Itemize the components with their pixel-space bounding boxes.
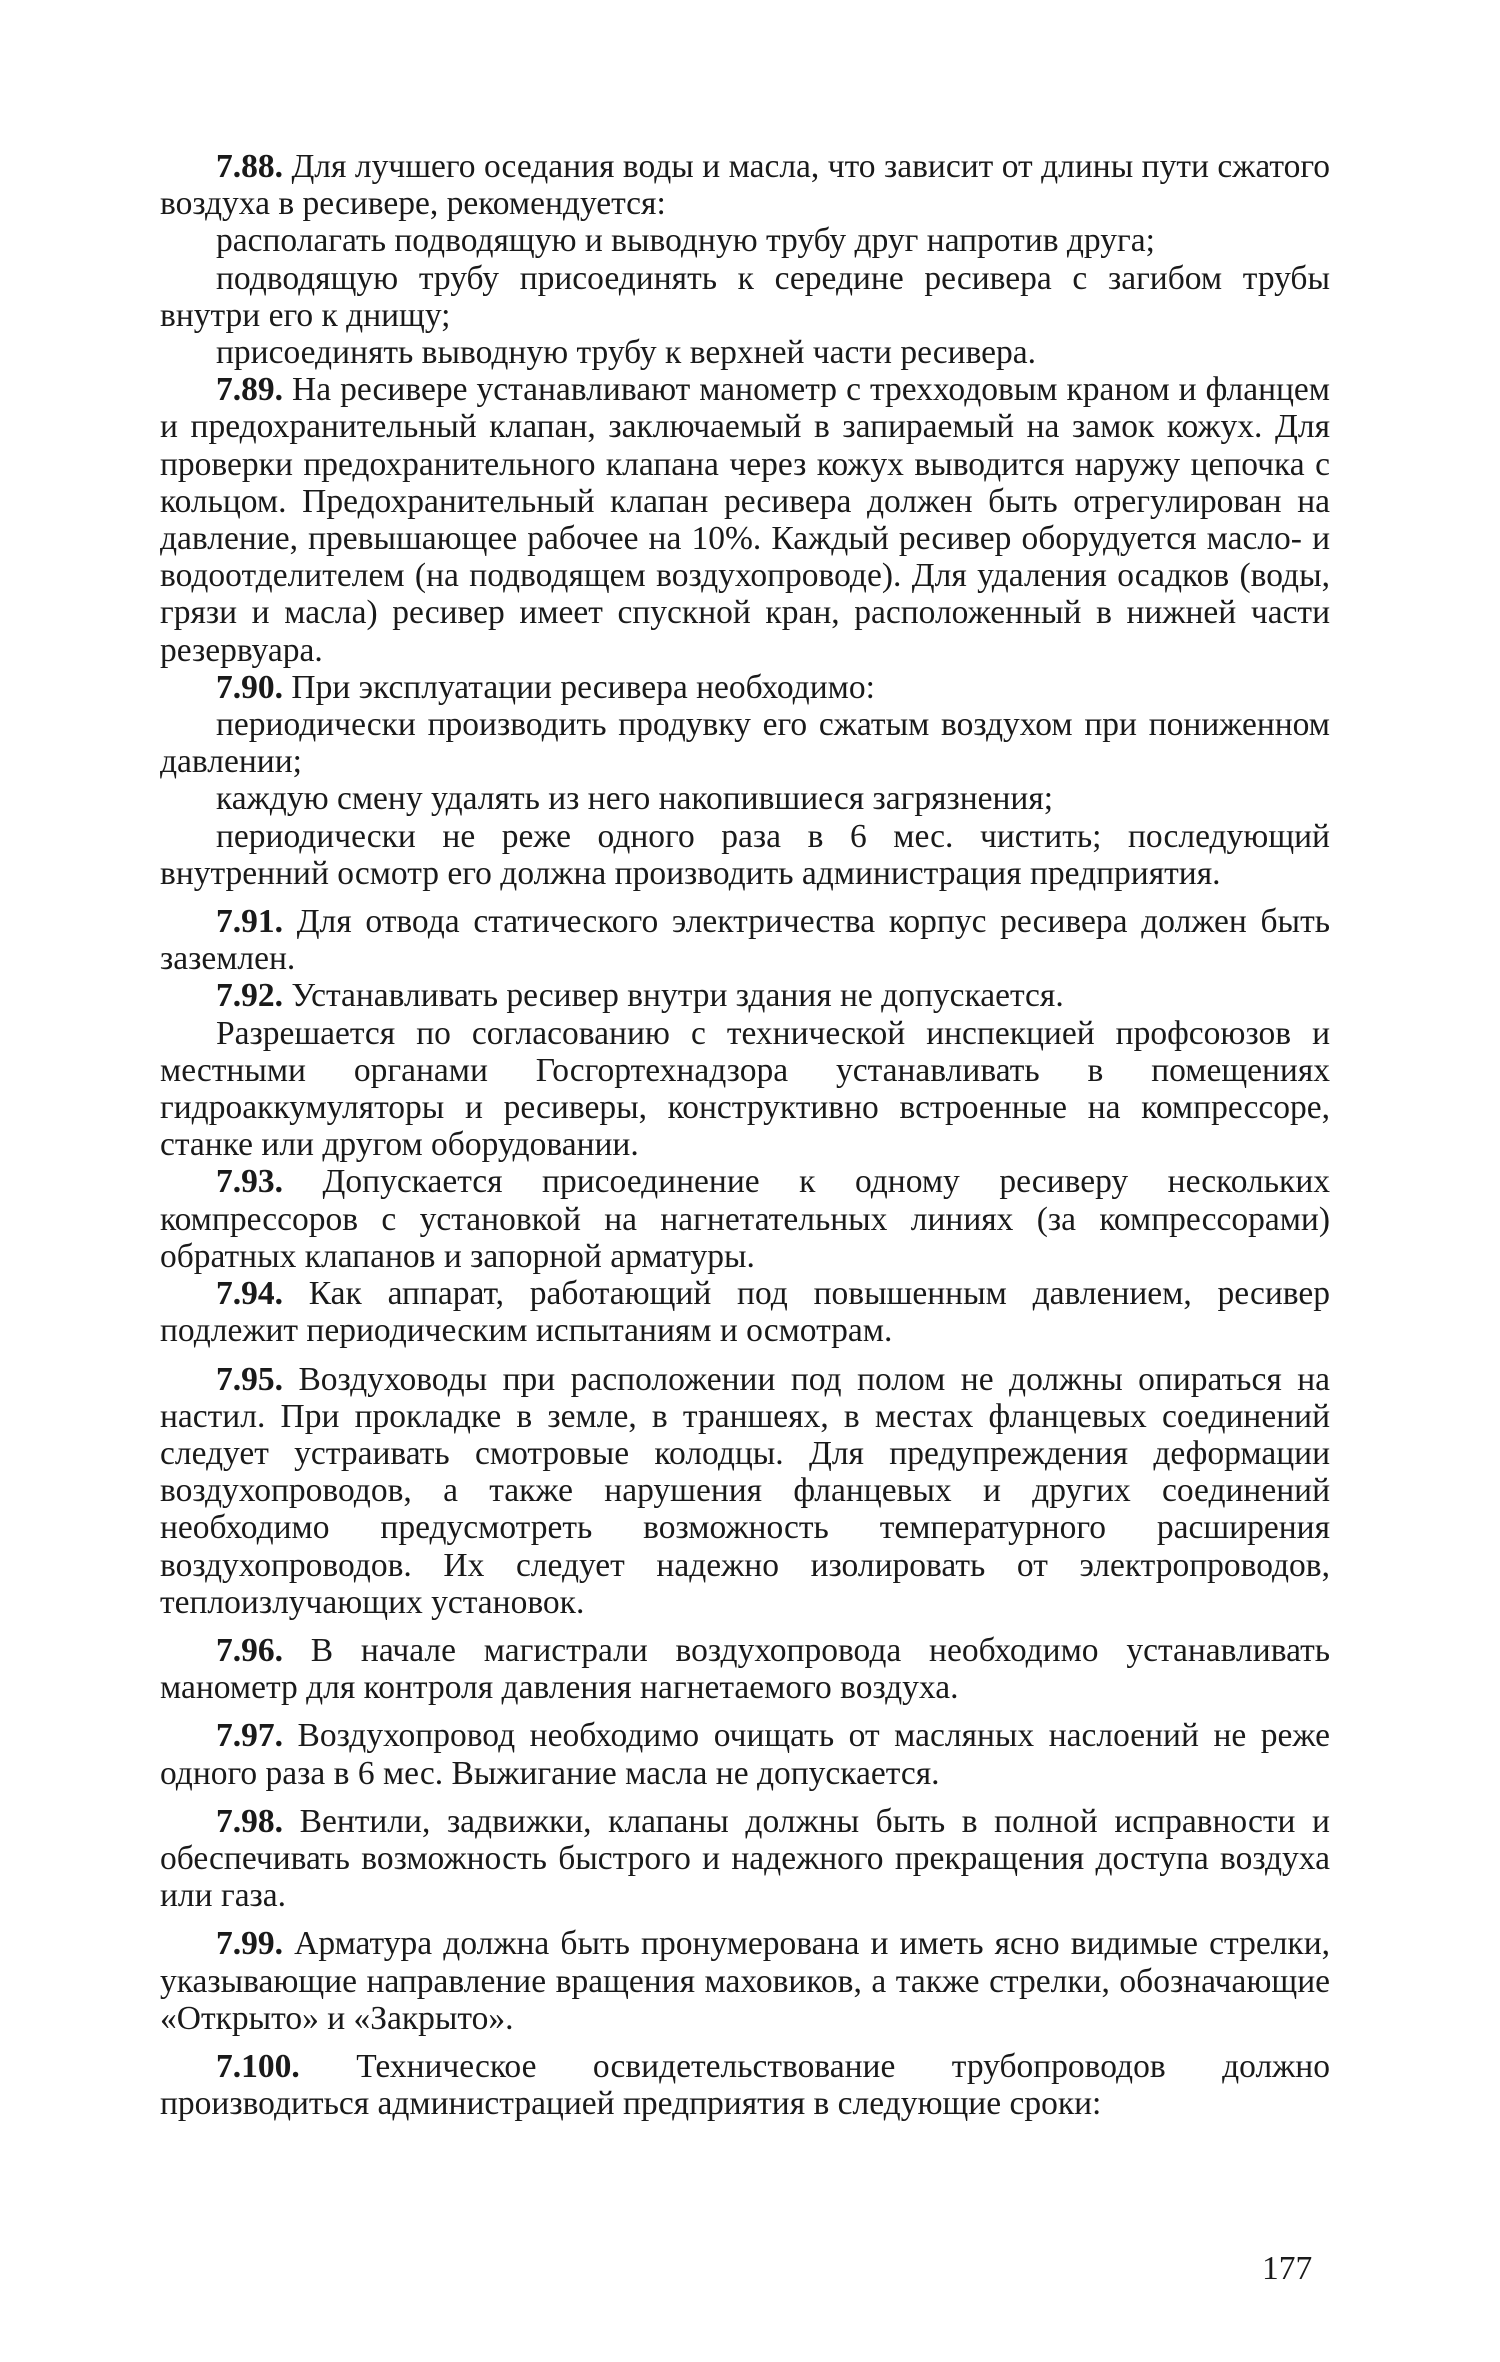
paragraph-text: Воздуховоды при расположении под полом не должны опираться на настил. При прокладке в земле, в траншеях, в местах фланцевых соединений следует устраивать смотровые колодцы. Для предупреждения деформации воздухопроводов, а также нарушения фланцевых и других соединений необходимо предусмотреть возможность температурного расширения воздухопроводов. Их следует надежно изолировать от электропроводов, теплоизлучающих установок. xyxy=(160,1360,1330,1621)
list-item xyxy=(160,222,1330,259)
paragraph-number: 7.97. xyxy=(216,1717,283,1755)
paragraph-7-98 xyxy=(160,1803,1330,1915)
paragraph-number: 7.94. xyxy=(216,1275,283,1313)
paragraph-text: Устанавливать ресивер внутри здания не допускается. xyxy=(283,977,1064,1015)
paragraph-number: 7.96. xyxy=(216,1631,283,1669)
paragraph-7-95 xyxy=(160,1361,1330,1621)
paragraph-text: На ресивере устанавливают манометр с трехходовым краном и фланцем и предохранительный клапан, заключаемый в запираемый на замок кожух. Для проверки предохранительного клапана через кожух выводится наружу цепочка с кольцом. Предохранительный клапан ресивера должен быть отрегулирован на давление, превышающее рабочее на 10%. Каждый ресивер оборудуется масло- и водоотделителем (на подводящем воздухопроводе). Для удаления осадков (воды, грязи и масла) ресивер имеет спускной кран, расположенный в нижней части резервуара. xyxy=(160,371,1330,669)
paragraph-7-100 xyxy=(160,2048,1330,2122)
paragraph-text: Для лучшего оседания воды и масла, что зависит от длины пути сжатого воздуха в ресивере, рекомендуется: xyxy=(160,148,1330,223)
paragraph-number: 7.98. xyxy=(216,1802,283,1840)
paragraph-7-96 xyxy=(160,1632,1330,1706)
list-item xyxy=(160,706,1330,780)
list-item xyxy=(160,334,1330,371)
paragraph-number: 7.89. xyxy=(216,371,283,409)
paragraph-7-99 xyxy=(160,1925,1330,2037)
paragraph-text: Разрешается по согласованию с технической инспекцией профсоюзов и местными органами Госгортехнадзора устанавливать в помещениях гидроаккумуляторы и ресиверы, конструктивно встроенные на компрессоре, станке или другом оборудовании. xyxy=(160,1014,1330,1164)
list-item xyxy=(160,260,1330,334)
paragraph-number: 7.95. xyxy=(216,1360,283,1398)
paragraph-7-92 xyxy=(160,977,1330,1014)
paragraph-7-93 xyxy=(160,1163,1330,1275)
paragraph-text: подводящую трубу присоединять к середине ресивера с загибом трубы внутри его к днищу; xyxy=(160,259,1330,334)
page-number: 177 xyxy=(1262,2250,1313,2287)
paragraph-text-block xyxy=(160,1015,1330,1164)
paragraph-number: 7.90. xyxy=(216,668,283,706)
paragraph-text: Как аппарат, работающий под повышенным давлением, ресивер подлежит периодическим испытаниям и осмотрам. xyxy=(160,1275,1330,1350)
list-item xyxy=(160,818,1330,892)
paragraph-text: каждую смену удалять из него накопившиеся загрязнения; xyxy=(216,780,1054,818)
paragraph-number: 7.88. xyxy=(216,148,283,185)
paragraph-number: 7.91. xyxy=(216,903,283,941)
paragraph-number: 7.99. xyxy=(216,1925,283,1963)
paragraph-text: При эксплуатации ресивера необходимо: xyxy=(283,668,875,706)
paragraph-text: Арматура должна быть пронумерована и иметь ясно видимые стрелки, указывающие направление вращения маховиков, а также стрелки, обозначающие «Открыто» и «Закрыто». xyxy=(160,1925,1330,2037)
paragraph-text: В начале магистрали воздухопровода необходимо устанавливать манометр для контроля давления нагнетаемого воздуха. xyxy=(160,1631,1330,1707)
paragraph-7-94 xyxy=(160,1275,1330,1349)
paragraph-7-89 xyxy=(160,371,1330,669)
paragraph-text: периодически производить продувку его сжатым воздухом при пониженном давлении; xyxy=(160,706,1330,781)
list-item xyxy=(160,780,1330,817)
document-body xyxy=(160,148,1330,2122)
paragraph-number: 7.93. xyxy=(216,1163,283,1201)
paragraph-text: Допускается присоединение к одному ресиверу нескольких компрессоров с установкой на нагнетательных линиях (за компрессорами) обратных клапанов и запорной арматуры. xyxy=(160,1163,1330,1275)
paragraph-text: Для отвода статического электричества корпус ресивера должен быть заземлен. xyxy=(160,903,1330,978)
paragraph-text: присоединять выводную трубу к верхней части ресивера. xyxy=(216,334,1037,372)
paragraph-text: периодически не реже одного раза в 6 мес. чистить; последующий внутренний осмотр его должна производить администрация предприятия. xyxy=(160,817,1330,892)
paragraph-text: располагать подводящую и выводную трубу друг напротив друга; xyxy=(216,222,1155,260)
paragraph-text: Техническое освидетельствование трубопроводов должно производиться администрацией предприятия в следующие сроки: xyxy=(160,2047,1330,2123)
paragraph-number: 7.100. xyxy=(216,2047,300,2085)
paragraph-7-90 xyxy=(160,669,1330,706)
paragraph-7-88 xyxy=(160,148,1330,222)
paragraph-text: Воздухопровод необходимо очищать от масляных наслоений не реже одного раза в 6 мес. Выжигание масла не допускается. xyxy=(160,1717,1330,1792)
paragraph-7-97 xyxy=(160,1717,1330,1791)
paragraph-7-91 xyxy=(160,903,1330,977)
paragraph-number: 7.92. xyxy=(216,977,283,1015)
paragraph-text: Вентили, задвижки, клапаны должны быть в полной исправности и обеспечивать возможность быстрого и надежного прекращения доступа воздуха или газа. xyxy=(160,1802,1330,1915)
